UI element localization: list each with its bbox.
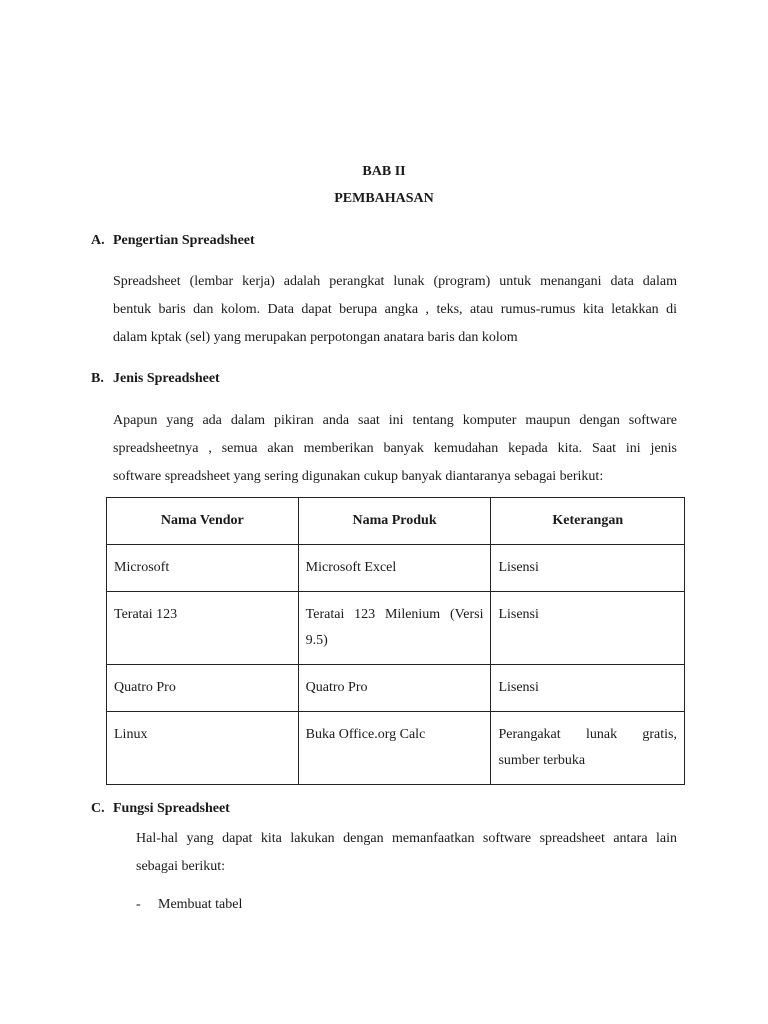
- table-header-cell: Nama Vendor: [107, 498, 299, 545]
- section-b-line: Apapun yang ada dalam pikiran anda saat ini tentang komputer maupun dengan software: [113, 413, 677, 428]
- section-a-letter: A.: [91, 233, 105, 248]
- section-a-title: Pengertian Spreadsheet: [113, 233, 255, 248]
- table-row: [107, 665, 685, 712]
- table-cell: Linux: [107, 712, 299, 785]
- section-c-line: sebagai berikut:: [136, 859, 226, 874]
- spreadsheet-table: [106, 497, 685, 785]
- table-cell: Lisensi: [491, 665, 685, 712]
- section-c-letter: C.: [91, 801, 105, 816]
- table-cell: Quatro Pro: [107, 665, 299, 712]
- list-item-text: Membuat tabel: [158, 897, 243, 912]
- table-cell: Quatro Pro: [298, 665, 491, 712]
- section-b-paragraph: [113, 407, 677, 491]
- table-cell: [298, 592, 491, 665]
- section-c-title: Fungsi Spreadsheet: [113, 801, 230, 816]
- section-b-title: Jenis Spreadsheet: [113, 371, 220, 386]
- list-marker: -: [136, 897, 141, 912]
- table-row: [107, 712, 685, 785]
- table-cell: Teratai 123: [107, 592, 299, 665]
- section-b-letter: B.: [91, 371, 104, 386]
- table-row: [107, 592, 685, 665]
- table-cell: Buka Office.org Calc: [298, 712, 491, 785]
- table-header-cell: Keterangan: [491, 498, 685, 545]
- chapter-number: BAB II: [362, 164, 406, 179]
- table-row: [107, 545, 685, 592]
- section-b-line: spreadsheetnya , semua akan memberikan banyak kemudahan kepada kita. Saat ini jenis: [113, 441, 677, 456]
- table-cell: Microsoft Excel: [298, 545, 491, 592]
- section-b-line: software spreadsheet yang sering digunakan cukup banyak diantaranya sebagai berikut:: [113, 469, 604, 484]
- table-cell: Lisensi: [491, 545, 685, 592]
- section-a-line: Spreadsheet (lembar kerja) adalah perangkat lunak (program) untuk menangani data dalam: [113, 274, 677, 289]
- table-header-row: [107, 498, 685, 545]
- section-c-line: Hal-hal yang dapat kita lakukan dengan memanfaatkan software spreadsheet antara lain: [136, 831, 677, 846]
- table-cell-line: sumber terbuka: [498, 753, 586, 768]
- section-a-line: dalam kptak (sel) yang merupakan perpotongan anatara baris dan kolom: [113, 330, 518, 345]
- section-a-line: bentuk baris dan kolom. Data dapat berupa angka , teks, atau rumus-rumus kita letakkan di: [113, 302, 677, 317]
- table-cell: [491, 712, 685, 785]
- section-c-paragraph: [136, 825, 677, 881]
- table-cell-line: Teratai 123 Milenium (Versi: [305, 607, 484, 622]
- section-a-heading: [91, 233, 255, 249]
- list-item: [136, 897, 242, 913]
- table-cell: Lisensi: [491, 592, 685, 665]
- table-cell: Microsoft: [107, 545, 299, 592]
- table-cell-line: 9.5): [305, 633, 328, 648]
- section-a-paragraph: [113, 268, 677, 352]
- table-cell-line: Perangakat lunak gratis,: [498, 727, 677, 742]
- section-b-heading: [91, 371, 220, 387]
- section-c-heading: [91, 801, 230, 817]
- chapter-title: PEMBAHASAN: [334, 191, 434, 206]
- table-header-cell: Nama Produk: [298, 498, 491, 545]
